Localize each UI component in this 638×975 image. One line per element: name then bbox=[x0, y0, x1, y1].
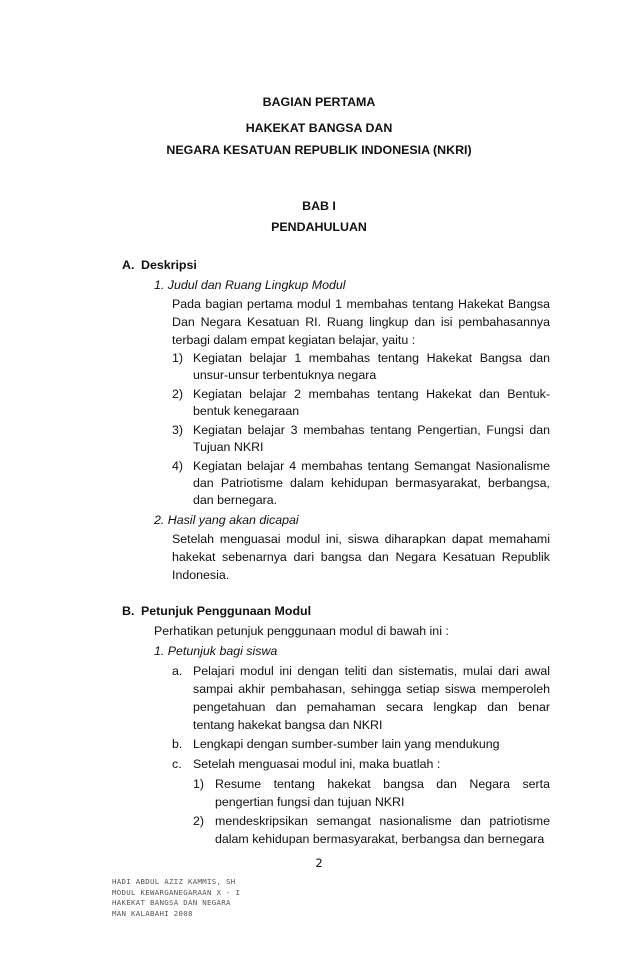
list-item-line: Lengkapi dengan sumber-sumber lain yang mendukung bbox=[193, 737, 500, 751]
sublist-item-number: 1) bbox=[193, 777, 205, 791]
list-item-line: bentuk kenegaraan bbox=[193, 404, 300, 418]
section-a-sub2-heading: 2. Hasil yang akan dicapai bbox=[154, 513, 299, 527]
section-a-sub1-heading: 1. Judul dan Ruang Lingkup Modul bbox=[154, 278, 346, 292]
section-b-sub1-heading: 1. Petunjuk bagi siswa bbox=[154, 644, 278, 658]
list-item-number: 4) bbox=[172, 459, 184, 473]
paragraph-line: Dan Negara Kesatuan RI. Ruang lingkup dan isi pembahasannya bbox=[172, 315, 550, 329]
section-b-heading: Petunjuk Penggunaan Modul bbox=[141, 604, 312, 618]
main-title-line1: HAKEKAT BANGSA DAN bbox=[245, 121, 393, 135]
sublist-item-line: mendeskripsikan semangat nasionalisme dan patriotisme bbox=[215, 814, 550, 828]
page-number: 2 bbox=[315, 856, 323, 870]
list-item-line: Kegiatan belajar 2 membahas tentang Hakekat dan Bentuk- bbox=[193, 387, 550, 401]
list-item-letter: b. bbox=[172, 737, 183, 751]
section-b-intro: Perhatikan petunjuk penggunaan modul di bawah ini : bbox=[154, 624, 449, 638]
list-item-line: Kegiatan belajar 1 membahas tentang Hakekat Bangsa dan bbox=[193, 351, 550, 365]
list-item-line: sampai akhir pembahasan, sehingga setiap siswa memperoleh bbox=[193, 682, 550, 696]
sublist-item-number: 2) bbox=[193, 814, 205, 828]
paragraph-line: Pada bagian pertama modul 1 membahas tentang Hakekat Bangsa bbox=[172, 297, 550, 311]
list-item-line: dan bernegara. bbox=[193, 493, 278, 507]
sublist-item-line: Resume tentang hakekat bangsa dan Negara serta bbox=[215, 777, 550, 791]
paragraph-line: Setelah menguasai modul ini, siswa diharapkan dapat memahami bbox=[172, 532, 550, 546]
list-item-letter: c. bbox=[172, 757, 182, 771]
list-item-number: 3) bbox=[172, 423, 184, 437]
sublist-item-line: pengertian fungsi dan tujuan NKRI bbox=[215, 795, 405, 809]
footer-line: MAN KALABAHI 2008 bbox=[112, 908, 193, 918]
list-item-line: pengetahuan dan pemahaman secara lengkap dan benar bbox=[193, 700, 550, 714]
paragraph-line: Indonesia. bbox=[172, 568, 230, 582]
list-item-line: dan Patriotisme dalam kehidupan bermasyarakat, berbangsa, bbox=[193, 476, 550, 490]
list-item-line: Kegiatan belajar 4 membahas tentang Semangat Nasionalisme bbox=[193, 459, 550, 473]
paragraph-line: terbagi dalam empat kegiatan belajar, yaitu : bbox=[172, 333, 416, 347]
list-item-number: 1) bbox=[172, 351, 184, 365]
part-title: BAGIAN PERTAMA bbox=[262, 95, 376, 109]
section-a-letter: A. bbox=[122, 258, 135, 272]
footer-line: HAKEKAT BANGSA DAN NEGARA bbox=[112, 898, 231, 907]
section-b-letter: B. bbox=[122, 604, 135, 618]
list-item-line: Kegiatan belajar 3 membahas tentang Pengertian, Fungsi dan bbox=[193, 423, 550, 437]
list-item-line: tentang hakekat bangsa dan NKRI bbox=[193, 718, 383, 732]
chapter-number: BAB I bbox=[302, 199, 336, 213]
list-item-letter: a. bbox=[172, 664, 183, 678]
list-item-line: Setelah menguasai modul ini, maka buatlah : bbox=[193, 757, 441, 771]
list-item-line: unsur-unsur terbentuknya negara bbox=[193, 368, 377, 382]
sublist-item-line: dalam kehidupan bermasyarakat, berbangsa dan bernegara bbox=[215, 832, 545, 846]
paragraph-line: hakekat sebenarnya dari bangsa dan Negara Kesatuan Republik bbox=[172, 550, 550, 564]
footer-block bbox=[112, 877, 240, 919]
footer-line: HADI ABDUL AZIZ KAMMIS, SH bbox=[112, 877, 236, 886]
footer-line: MODUL KEWARGANEGARAAN X - I bbox=[112, 887, 241, 897]
chapter-title: PENDAHULUAN bbox=[271, 220, 367, 234]
list-item-line: Tujuan NKRI bbox=[193, 440, 264, 454]
section-a-heading: Deskripsi bbox=[141, 258, 197, 272]
list-item-line: Pelajari modul ini dengan teliti dan sistematis, mulai dari awal bbox=[193, 664, 550, 678]
list-item-number: 2) bbox=[172, 387, 184, 401]
main-title-line2: NEGARA KESATUAN REPUBLIK INDONESIA (NKRI) bbox=[166, 143, 472, 157]
